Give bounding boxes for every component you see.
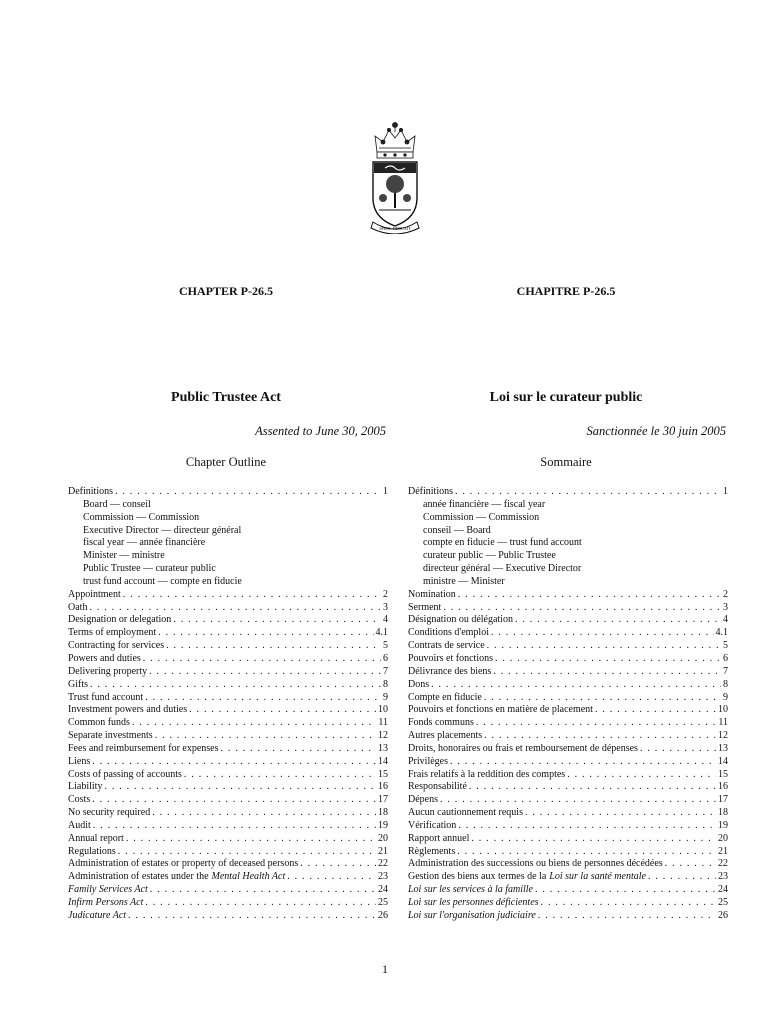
toc-leader-dots — [143, 653, 381, 666]
crest-motto: SPEM · REDUXIT — [379, 226, 411, 231]
toc-entry[interactable] — [408, 858, 728, 871]
toc-entry-label: Liens — [68, 755, 91, 767]
toc-entry[interactable] — [68, 640, 388, 653]
toc-leader-dots — [150, 884, 376, 897]
toc-entry-label: Common funds — [68, 717, 130, 729]
toc-entry[interactable] — [68, 807, 388, 820]
toc-definition-subitem: année financière — fiscal year — [423, 498, 546, 510]
toc-entry-label: Responsabilité — [408, 781, 467, 793]
toc-definition-subitem: conseil — Board — [423, 524, 491, 536]
toc-leader-dots — [149, 666, 381, 679]
toc-entry[interactable] — [68, 589, 388, 602]
toc-entry[interactable] — [68, 692, 388, 705]
toc-page-number: 13 — [718, 742, 728, 754]
toc-definition-subitem: directeur général — Executive Director — [423, 563, 582, 575]
toc-entry[interactable] — [68, 730, 388, 743]
toc-entry-label: Definitions — [68, 486, 113, 497]
toc-entry-label: Loi sur l'organisation judiciaire — [408, 909, 536, 921]
toc-entry-label: Judicature Act — [68, 909, 127, 921]
toc-page-number: 2 — [383, 588, 388, 600]
toc-leader-dots — [126, 833, 376, 846]
toc-definition-subitem: compte en fiducie — trust fund account — [423, 537, 582, 549]
toc-entry[interactable] — [408, 897, 728, 910]
toc-entry[interactable] — [68, 833, 388, 846]
toc-leader-dots — [493, 666, 721, 679]
toc-page-number: 6 — [383, 652, 388, 664]
toc-page-number: 10 — [378, 704, 388, 716]
toc-entry-label: Délivrance des biens — [408, 665, 492, 677]
toc-leader-dots — [541, 897, 716, 910]
toc-leader-dots — [567, 769, 716, 782]
toc-definition-subitem: Board — conseil — [83, 498, 151, 510]
toc-leader-dots — [535, 884, 716, 897]
toc-page-number: 21 — [718, 845, 728, 857]
toc-leader-dots — [118, 846, 376, 859]
toc-entry[interactable] — [68, 614, 388, 627]
toc-page-number: 9 — [723, 691, 728, 703]
toc-entry[interactable] — [68, 820, 388, 833]
toc-definition-subitem: Commission — Commission — [423, 511, 540, 523]
toc-page-number: 20 — [378, 832, 388, 844]
toc-leader-dots — [648, 871, 716, 884]
toc-leader-dots — [431, 679, 721, 692]
toc-entry-label: Gifts — [68, 678, 88, 690]
toc-leader-dots — [484, 692, 721, 705]
toc-page-number: 8 — [723, 678, 728, 690]
toc-entry-label: Loi sur les services à la famille — [408, 884, 533, 896]
toc-leader-dots — [92, 794, 376, 807]
provincial-crest-icon — [365, 118, 425, 234]
toc-page-number: 1 — [383, 486, 388, 497]
toc-entry[interactable] — [408, 846, 728, 859]
toc-entry-label: Administration des successions ou biens de personnes décédées — [408, 858, 663, 870]
toc-entry[interactable] — [68, 486, 388, 499]
toc-entry[interactable] — [408, 627, 728, 640]
toc-page-number: 24 — [378, 884, 388, 896]
toc-leader-dots — [457, 846, 716, 859]
toc-entry[interactable] — [408, 614, 728, 627]
toc-page-number: 20 — [718, 832, 728, 844]
toc-page-number: 16 — [718, 781, 728, 793]
toc-entry[interactable] — [68, 679, 388, 692]
toc-entry-label: Frais relatifs à la reddition des comptes — [408, 768, 566, 780]
toc-entry[interactable] — [408, 730, 728, 743]
outline-heading-french: Sommaire — [540, 455, 592, 469]
toc-entry[interactable] — [68, 627, 388, 640]
toc-page-number: 14 — [718, 755, 728, 767]
toc-entry-label-italic: Loi sur la santé mentale — [549, 871, 646, 883]
toc-page-number: 1 — [723, 486, 728, 497]
toc-leader-dots — [189, 704, 376, 717]
toc-entry-label: Family Services Act — [68, 884, 148, 896]
toc-leader-dots — [443, 602, 721, 615]
toc-page-number: 17 — [718, 794, 728, 806]
toc-page-number: 23 — [378, 871, 388, 883]
toc-page-number: 12 — [718, 730, 728, 742]
toc-page-number: 18 — [378, 807, 388, 819]
toc-page-number: 4.1 — [375, 627, 388, 639]
toc-leader-dots — [92, 756, 376, 769]
toc-entry-label: Administration of estates or property of deceased persons — [68, 858, 299, 870]
toc-entry[interactable] — [68, 910, 388, 923]
toc-entry-label: Delivering property — [68, 665, 148, 677]
toc-definition-subitem: Minister — ministre — [83, 550, 165, 562]
toc-page-number: 18 — [718, 807, 728, 819]
toc-leader-dots — [450, 756, 716, 769]
toc-entry-label: Oath — [68, 601, 88, 613]
toc-entry[interactable] — [408, 717, 728, 730]
toc-definition-subitem: Public Trustee — curateur public — [83, 563, 216, 575]
toc-entry-label: Liability — [68, 781, 103, 793]
toc-entry-label: Fees and reimbursement for expenses — [68, 742, 219, 754]
toc-entry[interactable] — [408, 756, 728, 769]
toc-definition-subitem: trust fund account — compte en fiducie — [83, 575, 242, 587]
toc-entry[interactable] — [408, 910, 728, 923]
toc-entry[interactable] — [408, 666, 728, 679]
toc-leader-dots — [93, 820, 376, 833]
toc-entry[interactable] — [68, 743, 388, 756]
toc-entry-label: Investment powers and duties — [68, 704, 188, 716]
toc-leader-dots — [155, 730, 376, 743]
toc-entry-label: Dons — [408, 678, 430, 690]
toc-page-number: 22 — [378, 858, 388, 870]
toc-entry-label: Separate investments — [68, 730, 153, 742]
toc-page-number: 11 — [378, 717, 388, 729]
toc-entry-label: Conditions d'emploi — [408, 627, 489, 639]
toc-entry-label: Règlements — [408, 845, 456, 857]
toc-page-number: 4 — [383, 614, 388, 626]
toc-entry-label-italic: Mental Health Act — [211, 871, 286, 883]
chapter-number-english: CHAPTER P-26.5 — [179, 284, 273, 298]
toc-entry[interactable] — [68, 858, 388, 871]
toc-leader-dots — [90, 679, 381, 692]
toc-entry[interactable] — [408, 486, 728, 499]
toc-leader-dots — [123, 589, 381, 602]
toc-entry-label: Administration of estates under the — [68, 871, 209, 883]
toc-entry-label: Autres placements — [408, 730, 483, 742]
toc-entry[interactable] — [408, 692, 728, 705]
toc-page-number: 15 — [718, 768, 728, 780]
toc-page-number: 19 — [718, 819, 728, 831]
toc-page-number: 7 — [383, 665, 388, 677]
toc-definition-subitem: ministre — Minister — [423, 575, 505, 587]
outline-heading-english: Chapter Outline — [185, 455, 267, 469]
toc-entry[interactable] — [68, 666, 388, 679]
toc-entry[interactable] — [68, 846, 388, 859]
toc-page-number: 15 — [378, 768, 388, 780]
toc-entry-label: Désignation ou délégation — [408, 614, 513, 626]
toc-leader-dots — [491, 627, 714, 640]
toc-entry[interactable] — [68, 717, 388, 730]
toc-leader-dots — [128, 910, 376, 923]
toc-entry-label: Privilèges — [408, 755, 448, 767]
toc-leader-dots — [104, 781, 376, 794]
toc-entry-label: Compte en fiducie — [408, 691, 482, 703]
toc-page-number: 5 — [723, 640, 728, 652]
toc-page-number: 8 — [383, 678, 388, 690]
toc-leader-dots — [287, 871, 376, 884]
toc-entry[interactable] — [68, 704, 388, 717]
toc-entry-label: Audit — [68, 819, 91, 831]
toc-entry[interactable] — [68, 794, 388, 807]
toc-entry-label: Contracting for services — [68, 640, 165, 652]
toc-entry-label: Costs of passing of accounts — [68, 768, 182, 780]
toc-entry[interactable] — [408, 589, 728, 602]
toc-entry-label: Rapport annuel — [408, 832, 470, 844]
toc-entry-label: Définitions — [408, 486, 453, 497]
toc-page-number: 3 — [383, 601, 388, 613]
toc-entry-label: Pouvoirs et fonctions — [408, 652, 493, 664]
toc-entry[interactable] — [68, 653, 388, 666]
toc-entry[interactable] — [68, 602, 388, 615]
toc-leader-dots — [469, 781, 716, 794]
toc-entry[interactable] — [408, 769, 728, 782]
act-title-french: Loi sur le curateur public — [489, 390, 643, 405]
toc-entry[interactable] — [408, 807, 728, 820]
toc-leader-dots — [538, 910, 716, 923]
toc-page-number: 26 — [718, 909, 728, 921]
toc-page-number: 11 — [718, 717, 728, 729]
act-title-english: Public Trustee Act — [171, 390, 281, 405]
toc-page-number: 13 — [378, 742, 388, 754]
toc-leader-dots — [184, 769, 376, 782]
toc-entry[interactable] — [408, 794, 728, 807]
toc-page-number: 6 — [723, 652, 728, 664]
toc-page-number: 5 — [383, 640, 388, 652]
toc-entry-label: Fonds communs — [408, 717, 474, 729]
toc-entry-label: Dépens — [408, 794, 438, 806]
toc-leader-dots — [115, 486, 381, 499]
toc-entry-label: Loi sur les personnes déficientes — [408, 897, 539, 908]
toc-entry[interactable] — [408, 704, 728, 717]
toc-page-number: 4 — [723, 614, 728, 626]
toc-leader-dots — [495, 653, 721, 666]
toc-leader-dots — [515, 614, 721, 627]
toc-leader-dots — [132, 717, 376, 730]
toc-entry-label: Serment — [408, 601, 442, 613]
toc-definition-subitem: Commission — Commission — [83, 511, 200, 523]
toc-page-number: 2 — [723, 588, 728, 600]
toc-leader-dots — [487, 640, 721, 653]
toc-page-number: 14 — [378, 755, 388, 767]
toc-page-number: 9 — [383, 691, 388, 703]
toc-entry[interactable] — [68, 871, 388, 884]
toc-leader-dots — [484, 730, 716, 743]
toc-entry[interactable] — [68, 897, 388, 910]
toc-entry[interactable] — [408, 820, 728, 833]
toc-leader-dots — [595, 704, 716, 717]
toc-definition-subitem: curateur public — Public Trustee — [423, 550, 556, 562]
toc-entry-label: Aucun cautionnement requis — [408, 807, 523, 819]
toc-leader-dots — [640, 743, 716, 756]
toc-definition-subitem: fiscal year — année financière — [83, 537, 206, 549]
toc-leader-dots — [665, 858, 716, 871]
chapter-number-french: CHAPITRE P-26.5 — [516, 284, 616, 298]
toc-leader-dots — [455, 486, 721, 499]
toc-entry-label: Costs — [68, 794, 91, 806]
toc-entry-label: Trust fund account — [68, 691, 144, 703]
toc-entry[interactable] — [68, 756, 388, 769]
toc-entry[interactable] — [408, 679, 728, 692]
toc-entry-label: Powers and duties — [68, 652, 141, 664]
toc-leader-dots — [145, 897, 376, 910]
toc-entry-label: Designation or delegation — [68, 614, 172, 626]
toc-leader-dots — [458, 820, 716, 833]
toc-entry[interactable] — [408, 602, 728, 615]
toc-leader-dots — [152, 807, 376, 820]
toc-entry[interactable] — [68, 884, 388, 897]
table-of-contents-french — [408, 486, 728, 923]
toc-page-number: 16 — [378, 781, 388, 793]
toc-page-number: 19 — [378, 819, 388, 831]
toc-entry[interactable] — [408, 743, 728, 756]
toc-page-number: 25 — [718, 897, 728, 908]
toc-page-number: 22 — [718, 858, 728, 870]
toc-page-number: 10 — [718, 704, 728, 716]
toc-entry[interactable] — [408, 871, 728, 884]
toc-page-number: 26 — [378, 909, 388, 921]
toc-leader-dots — [300, 858, 376, 871]
toc-entry[interactable] — [408, 884, 728, 897]
page-number: 1 — [382, 962, 388, 976]
toc-entry-label: Annual report — [68, 832, 124, 844]
toc-page-number: 21 — [378, 845, 388, 857]
toc-entry[interactable] — [68, 769, 388, 782]
toc-definition-subitem: Executive Director — directeur général — [83, 524, 242, 536]
toc-entry-label: Infirm Persons Act — [68, 897, 144, 908]
toc-leader-dots — [158, 627, 373, 640]
toc-leader-dots — [525, 807, 716, 820]
toc-leader-dots — [471, 833, 716, 846]
toc-page-number: 4.1 — [715, 627, 728, 639]
toc-entry[interactable] — [408, 781, 728, 794]
toc-page-number: 7 — [723, 665, 728, 677]
toc-entry-label: Regulations — [68, 845, 116, 857]
toc-entry-label: Nomination — [408, 588, 456, 600]
assent-date-english: Assented to June 30, 2005 — [255, 424, 386, 438]
toc-page-number: 3 — [723, 601, 728, 613]
toc-page-number: 17 — [378, 794, 388, 806]
toc-entry-label: Contrats de service — [408, 640, 485, 652]
toc-entry[interactable] — [68, 781, 388, 794]
toc-entry-label: No security required — [68, 807, 151, 819]
toc-entry[interactable] — [408, 640, 728, 653]
toc-page-number: 12 — [378, 730, 388, 742]
table-of-contents-english — [68, 486, 388, 923]
toc-entry[interactable] — [408, 653, 728, 666]
toc-entry[interactable] — [408, 833, 728, 846]
toc-leader-dots — [89, 602, 381, 615]
toc-leader-dots — [440, 794, 716, 807]
assent-date-french: Sanctionnée le 30 juin 2005 — [586, 424, 726, 438]
toc-leader-dots — [476, 717, 717, 730]
toc-page-number: 24 — [718, 884, 728, 896]
toc-leader-dots — [145, 692, 381, 705]
toc-leader-dots — [173, 614, 381, 627]
toc-entry-label: Pouvoirs et fonctions en matière de placement — [408, 704, 593, 716]
toc-page-number: 23 — [718, 871, 728, 883]
toc-leader-dots — [458, 589, 721, 602]
toc-entry-label: Vérification — [408, 819, 457, 831]
toc-leader-dots — [166, 640, 381, 653]
toc-leader-dots — [221, 743, 376, 756]
toc-page-number: 25 — [378, 897, 388, 908]
toc-entry-label: Gestion des biens aux termes de la — [408, 871, 547, 883]
toc-entry-label: Terms of employment — [68, 627, 157, 639]
toc-entry-label: Droits, honoraires ou frais et remboursement de dépenses — [408, 742, 638, 754]
toc-entry-label: Appointment — [68, 588, 121, 600]
